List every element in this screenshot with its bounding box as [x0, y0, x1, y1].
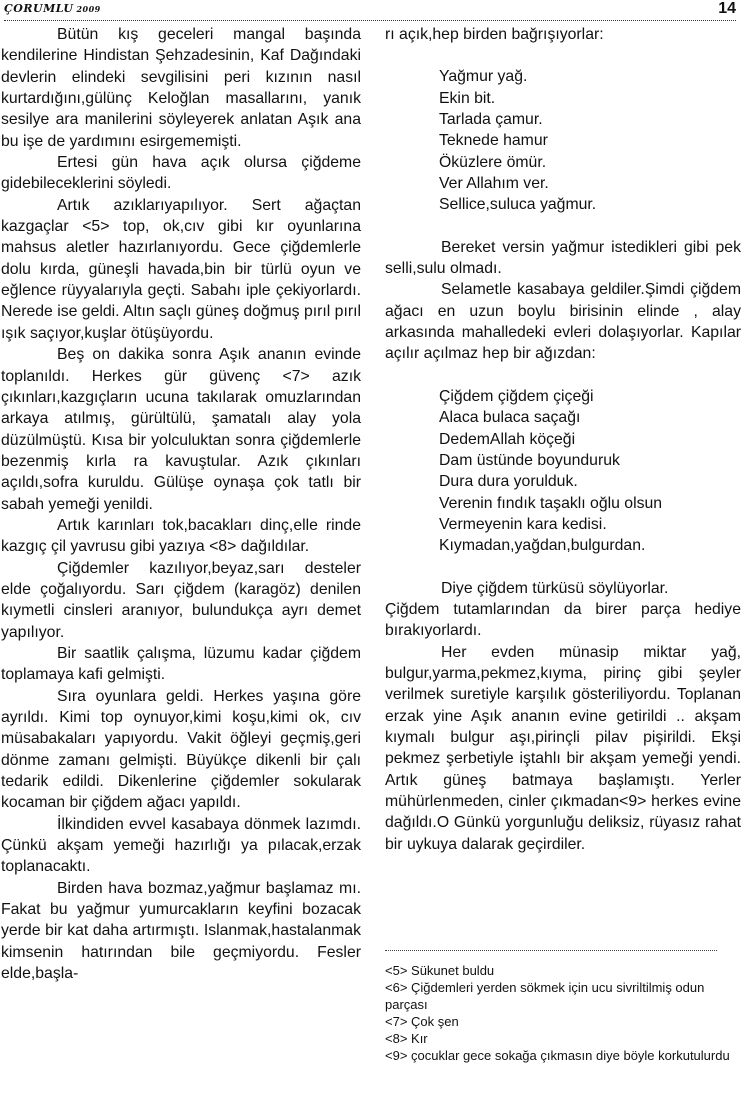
- spacer: [385, 216, 741, 237]
- paragraph: Sıra oyunlara geldi. Herkes yaşına göre ayrıldı. Kimi top oynuyor,kimi koşu,kimi ok, cıv müsabakaları yapıyordu. Vakit öğleyi geçmiş,geri dönme zamanı gelmişti. Büyükçe dikenli bir çalı tedarik edildi. Dikenlerine çiğdemler sokularak kocaman bir çiğdem ağacı yapıldı.: [1, 687, 361, 812]
- paragraph: Çiğdem tutamlarından da birer parça hediye bırakıyorlardı.: [385, 600, 741, 640]
- footnote: <9> çocuklar gece sokağa çıkmasın diye böyle korkutulurdu: [385, 1048, 730, 1063]
- poem-line: Dura dura yorulduk.: [439, 473, 578, 491]
- poem-cigdem: [385, 386, 741, 557]
- poem-line: DedemAllah köçeği: [439, 430, 576, 448]
- poem-line: Çiğdem çiğdem çiçeği: [439, 387, 594, 405]
- running-year: 2009: [76, 4, 101, 14]
- paragraph: Her evden münasip miktar yağ, bulgur,yarma,pekmez,kıyma, pirinç gibi şeyler verilmek suretiyle karşılık gösteriliyordu. Toplanan erzak yine Aşık ananın evine getirildi .. akşam kıymalı bulgur aşı,pirinçli pilav pişirildi. Ekşi pekmez şerbetiyle iştahlı bir akşam yemeği yendi. Artık güneş batmaya başlamıştı. Yerler mühürlenmeden, cinler çıkmadan<9> herkes evine dağıldı.O Günkü yorgunluğu deliksiz, rüyasız rahat bir uykuya dalarak geçirdiler.: [385, 643, 741, 853]
- footnote: <6> Çiğdemleri yerden sökmek için ucu sivriltilmiş odun parçası: [385, 980, 705, 1012]
- paragraph: İlkindiden evvel kasabaya dönmek lazımdı. Çünkü akşam yemeği hazırlığı ya pılacak,erzak toplanacaktı.: [1, 815, 361, 876]
- paragraph: Birden hava bozmaz,yağmur başlamaz mı. Fakat bu yağmur yumurcakların keyfini bozacak yerde bir kat daha artırmıştı. Islanmak,hastalanmak kimsenin hatırından bile geçmiyordu. Fesler elde,başla-: [1, 879, 361, 983]
- poem-line: Teknede hamur: [439, 132, 548, 150]
- poem-line: Yağmur yağ.: [439, 68, 528, 86]
- spacer: [385, 45, 741, 66]
- footnote: <7> Çok şen: [385, 1014, 459, 1029]
- poem-line: Alaca bulaca saçağı: [439, 409, 581, 427]
- paragraph: Ertesi gün hava açık olursa çiğdeme gidebileceklerini söyledi.: [1, 154, 361, 193]
- paragraph: rı açık,hep birden bağrışıyorlar:: [385, 26, 604, 43]
- running-header: [4, 0, 736, 21]
- paragraph: Artık azıklarıyapılıyor. Sert ağaçtan kazgaçlar <5> top, ok,cıv gibi kır oyunlarına mahsus aletler hazırlanıyordu. Gece çiğdemlerle dolu kırda, güneşli havada,bin bir türlü oyun ve eğlence rüyyalarıyla geçti. Sabahı iple çekiyorlardı. Nerede ise geldi. Altın saçlı güneş doğmuş pırıl pırıl ışık saçıyor,kuşlar ötüşüyordu.: [1, 196, 362, 342]
- footnote: <5> Sükunet buldu: [385, 963, 495, 978]
- paragraph: Bereket versin yağmur istedikleri gibi pek selli,sulu olmadı.: [385, 238, 741, 278]
- paragraph: Selametle kasabaya geldiler.Şimdi çiğdem ağacı en uzun boylu birisinin elinde , alay arkasında mahalledeki evleri dolaşıyorlar. Kapılar açılır açılmaz hep bir ağızdan:: [385, 281, 741, 363]
- paragraph: Artık karınları tok,bacakları dinç,elle rinde kazgıç çil yavrusu gibi yazıya <8> dağıldılar.: [1, 516, 361, 556]
- paragraph: Çiğdemler kazılıyor,beyaz,sarı desteler elde çoğalıyordu. Sarı çiğdem (karagöz) denilen kıymetli cinsleri aranıyor, bulundukça ayrı demet yapılıyor.: [1, 559, 361, 641]
- poem-line: Tarlada çamur.: [439, 111, 543, 129]
- poem-line: Öküzlere ömür.: [439, 153, 547, 171]
- footnotes: [385, 962, 741, 1064]
- poem-line: Ekin bit.: [439, 89, 496, 107]
- poem-line: Dam üstünde boyunduruk: [439, 451, 620, 469]
- spacer: [385, 365, 741, 386]
- footnote-separator: [385, 950, 717, 951]
- poem-line: Kıymadan,yağdan,bulgurdan.: [439, 537, 646, 555]
- page-number: 14: [715, 0, 736, 18]
- spacer: [385, 557, 741, 578]
- paragraph: Diye çiğdem türküsü söylüyorlar.: [441, 579, 669, 597]
- right-column: [385, 24, 741, 855]
- paragraph: Bütün kış geceleri mangal başında kendilerine Hindistan Şehzadesinin, Kaf Dağındaki devlerin elindeki sevgilisini peri kızının nasıl kurtardığını,gülünç Keloğlan masallarını, yanık sesilye ara manilerini söyleyerek anlatan Aşık ana bu işe de yardımını esirgememişti.: [1, 26, 361, 150]
- paragraph: Beş on dakika sonra Aşık ananın evinde toplanıldı. Herkes gür güvenç <7> azık çıkınları,kazgıçların ucuna takılarak omuzlarından arkaya atılmış, gürültülü, şamatalı alay yola düzülmüştü. Kısa bir yolculuktan sonra çiğdemlerle bezenmiş kırla ra kavuştular. Azık çıkınları açıldı,sofra kuruldu. Gülüşe oynaşa çok tatlı bir sabah yemeği yenildi.: [1, 346, 361, 513]
- running-title: ÇORUMLU 2009: [4, 2, 101, 15]
- poem-line: Vermeyenin kara kedisi.: [439, 515, 607, 533]
- poem-line: Sellice,suluca yağmur.: [439, 196, 597, 214]
- poem-line: Verenin fındık taşaklı oğlu olsun: [439, 494, 663, 512]
- footnote: <8> Kır: [385, 1031, 428, 1046]
- poem-rain: [385, 66, 741, 215]
- left-column: [1, 24, 361, 984]
- poem-line: Ver Allahım ver.: [439, 175, 549, 193]
- paragraph: Bir saatlik çalışma, lüzumu kadar çiğdem toplamaya kafi gelmişti.: [1, 644, 361, 684]
